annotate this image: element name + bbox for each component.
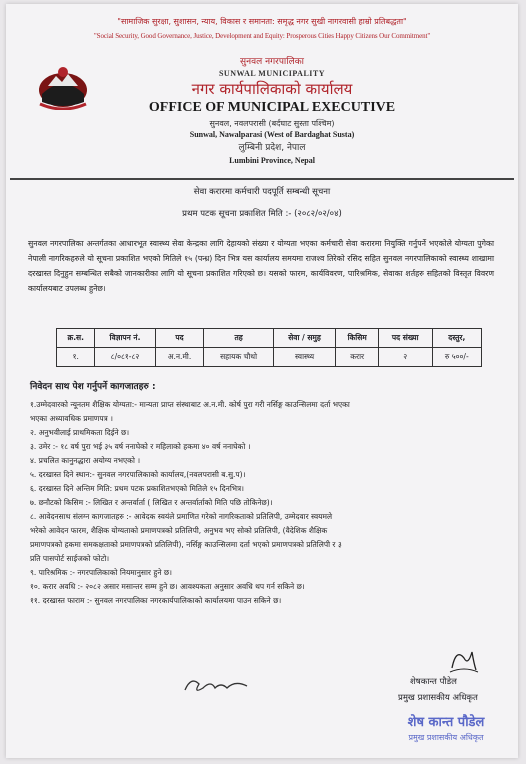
list-item: प्रमाणपत्रको हकमा समकक्षताको प्रमाणपत्रको प्रतिलिपी), नर्सिङ्ग काउन्सिलमा दर्ता भएको प्रमाणपत्रको प्रतिलिपी र ३ <box>30 540 342 549</box>
notice-title: सेवा करारमा कर्मचारी पदपूर्ति सम्बन्धी सूचना <box>193 187 331 197</box>
municipality-name-english: SUNWAL MUNICIPALITY <box>218 69 326 78</box>
officer-signature-icon <box>446 644 480 676</box>
province-english: Lumbini Province, Nepal <box>229 156 315 165</box>
notice-page <box>6 4 518 758</box>
list-item: २. अनुभवीलाई प्राथमिकता दिईने छ। <box>30 428 130 437</box>
table-cell: अ.न.मी. <box>155 348 204 367</box>
documents-heading: निवेदन साथ पेश गर्नुपर्ने कागजातहरु : <box>30 382 156 392</box>
signatory-name: शेषकान्त पौडेल <box>410 677 457 687</box>
table-cell: सहायक चौथो <box>204 348 273 367</box>
address-nepali: सुनवल, नवलपरासी (बर्दघाट सुस्ता पश्चिम) <box>209 119 335 128</box>
notice-paragraph: सुनवल नगरपालिका अन्तर्गतका आधारभूत स्वास्थ्य सेवा केन्द्रका लागि देहायको संख्या र योग्यता भएका कर्मचारी सेवा करारमा नियुक्ति गर्नुपर्ने भएकोले योग्यता पुगेका नेपाली नागरिकहरुले यो सूचना प्रकाशित भएको मितिले १५ (पन्ध्र) दिन भित्र यस कार्यालय समयमा राजश्व तिरेको रसिद सहित सुनवल नगरपालिकाको स्वास्थ्य शाखामा दरखास्त दिनुहुन सम्बन्धित सबैको जानकारीका लागि यो सूचना प्रकाशित गरिएको छ। यसको फारम, कार्यविवरण, पारिश्रमिक, सेवाका शर्तहरु सहितको विस्तृत विवरण कार्यालयबाट उपलब्ध हुनेछ। <box>28 239 494 293</box>
list-item: १०. करार अवधि :- २०८२ असार मसान्तर सम्म हुने छ। आवश्यकता अनुसार अवधि थप गर्न सकिने छ। <box>30 582 305 591</box>
office-name-nepali: नगर कार्यपालिकाको कार्यालय <box>191 80 353 98</box>
list-item: ९. पारिश्रमिक :- नगरपालिकाको नियमानुसार हुने छ। <box>30 568 172 577</box>
table-row <box>57 348 482 367</box>
column-header: सेवा / समुह <box>273 329 336 348</box>
list-item: भएका अध्यावधिक प्रमाणपत्र । <box>30 414 113 423</box>
column-header: तह <box>204 329 273 348</box>
list-item: १.उम्मेदवारको न्यूनतम शैक्षिक योग्यता:- मान्यता प्राप्त संस्थाबाट अ.न.मी. कोर्ष पुरा गरी नर्सिङ्ग काउन्सिलमा दर्ता भएका <box>30 400 350 409</box>
stamp-name: शेष कान्त पौडेल <box>407 715 485 730</box>
office-name-english: OFFICE OF MUNICIPAL EXECUTIVE <box>148 100 396 115</box>
table-cell: १. <box>57 348 95 367</box>
table-cell: २ <box>378 348 432 367</box>
list-item: ३. उमेर :- १८ वर्ष पुरा भई ३५ वर्ष ननाघेको र महिलाको हकमा ४० वर्ष ननाघेको । <box>30 442 251 451</box>
header-divider <box>10 178 514 180</box>
column-header: पद संख्या <box>378 329 432 348</box>
table-cell: ८/०८१-८२ <box>95 348 155 367</box>
table-cell: करार <box>336 348 378 367</box>
municipality-name-nepali: सुनवल नगरपालिका <box>240 57 304 67</box>
list-item: प्रति पासपोर्ट साईजको फोटो। <box>30 554 110 563</box>
column-header: किसिम <box>336 329 378 348</box>
official-stamp <box>386 712 506 752</box>
letterhead <box>96 54 448 165</box>
list-item: ४. प्रचलित कानुनद्धारा अयोग्य नभएको । <box>30 456 141 465</box>
vacancy-table <box>56 328 482 367</box>
documents-list <box>30 398 500 608</box>
column-header: विज्ञापन नं. <box>95 329 155 348</box>
list-item: ११. दरखास्त फाराम :- सुनवल नगरपालिका नगरकार्यपालिकाको कार्यालयमा पाउन सकिने छ। <box>30 596 282 605</box>
province-nepali: लुम्बिनी प्रदेश, नेपाल <box>238 143 306 153</box>
signatory-title: प्रमुख प्रशासकीय अधिकृत <box>398 693 478 703</box>
column-header: पद <box>155 329 204 348</box>
list-item: भरेको आवेदन फारम, शैक्षिक योग्यताको प्रमाणपत्रको प्रतिलिपी, अनुभव भए सोको प्रतिलिपी, (वैदेशिक शैक्षिक <box>30 526 328 535</box>
nepal-emblem-icon <box>34 64 92 110</box>
notice-publish-date: प्रथम पटक सूचना प्रकाशित मिति :- (२०८२/०२/०४) <box>182 209 342 219</box>
list-item: ८. आवेदनसाथ संलग्न कागजातहरु :- आवेदक स्वयंले प्रमाणित गरेको नागरिकताको प्रतिलिपी, उम्मेदवार स्वयमले <box>30 512 333 521</box>
motto-english: "Social Security, Good Governance, Justice, Development and Equity: Prosperous Cities Happy Citizens Our Commitment" <box>93 32 431 40</box>
table-header-row <box>57 329 482 348</box>
list-item: ५. दरखास्त दिने स्थान:- सुनवल नगरपालिकाको कार्यालय,(नवलपरासी ब.सु.प)। <box>30 470 246 479</box>
stamp-title: प्रमुख प्रशासकीय अधिकृत <box>408 733 484 742</box>
table-cell: स्वास्थ्य <box>273 348 336 367</box>
list-item: ७. छनौटको किसिम :- लिखित र अन्तर्वार्ता ( लिखित र अन्तर्वार्ताको मिति पछि तोकिनेछ)। <box>30 498 273 507</box>
handwritten-signature-icon <box>181 672 251 698</box>
address-english: Sunwal, Nawalparasi (West of Bardaghat Susta) <box>189 130 355 139</box>
table-cell: रु ५००/- <box>432 348 481 367</box>
list-item: ६. दरखास्त दिने अन्तिम मिति: प्रथम पटक प्रकाशितभएको मितिले १५ दिनभित्र। <box>30 484 245 493</box>
motto-nepali: "सामाजिक सुरक्षा, सुशासन, न्याय, विकास र समानता: समृद्ध नगर सुखी नागरवासी हाम्रो प्रतिबद्धता" <box>117 17 407 26</box>
column-header: क्र.स. <box>57 329 95 348</box>
column-header: दस्तुर, <box>432 329 481 348</box>
